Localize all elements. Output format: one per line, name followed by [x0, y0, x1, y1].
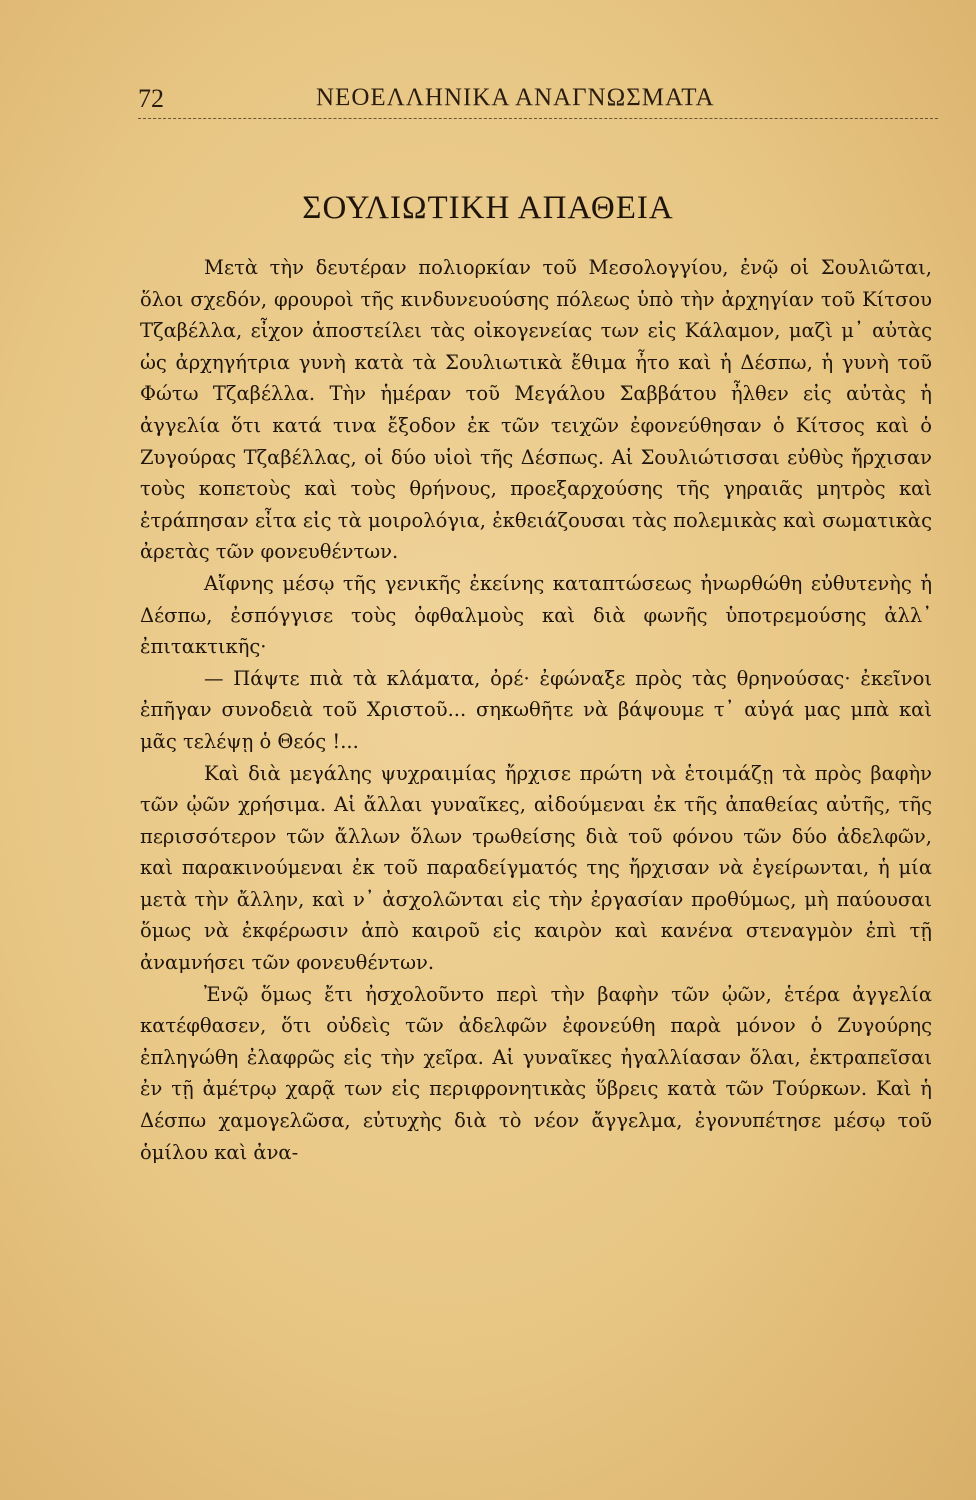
body-text [140, 252, 932, 1168]
dialogue-paragraph: — Πάψτε πιὰ τὰ κλάματα, ὀρέ· ἐφώναξε πρὸς τὰς θρηνούσας· ἐκεῖνοι ἐπῆγαν συνοδειὰ τοῦ Χριστοῦ... σηκωθῆτε νὰ βάψουμε τ᾽ αὐγά μας μπὰ καὶ μᾶς τελέψῃ ὁ Θεός !... [140, 666, 932, 753]
chapter-title: ΣΟΥΛΙΩΤΙΚΗ ΑΠΑΘΕΙΑ [302, 190, 674, 226]
paragraph: Ἐνῷ ὅμως ἔτι ἠσχολοῦντο περὶ τὴν βαφὴν τῶν ᾠῶν, ἑτέρα ἀγγελία κατέφθασεν, ὅτι οὐδεὶς τῶν ἀδελφῶν ἐφονεύθη παρὰ μόνον ὁ Ζυγούρης ἐπληγώθη ἐλαφρῶς εἰς τὴν χεῖρα. Αἱ γυναῖκες ἠγαλλίασαν ὅλαι, ἐκτραπεῖσαι ἐν τῇ ἀμέτρῳ χαρᾷ των εἰς περιφρονητικὰς ὕβρεις κατὰ τῶν Τούρκων. Καὶ ἡ Δέσπω χαμογελῶσα, εὐτυχὴς διὰ τὸ νέον ἄγγελμα, ἐγονυπέτησε μέσῳ τοῦ ὁμίλου καὶ ἀνα- [140, 982, 932, 1164]
running-head [138, 84, 938, 120]
paragraph: Καὶ διὰ μεγάλης ψυχραιμίας ἤρχισε πρώτη νὰ ἑτοιμάζῃ τὰ πρὸς βαφὴν τῶν ᾠῶν χρήσιμα. Αἱ ἄλλαι γυναῖκες, αἰδούμεναι ἐκ τῆς ἀπαθείας αὐτῆς, τῆς περισσότερον τῶν ἄλλων ὅλων τρωθείσης διὰ τοῦ φόνου τῶν δύο ἀδελφῶν, καὶ παρακινούμεναι ἐκ τοῦ παραδείγματός της ἤρχισαν νὰ ἐγείρωνται, ἡ μία μετὰ τὴν ἄλλην, καὶ ν᾽ ἀσχολῶνται εἰς τὴν ἐργασίαν προθύμως, μὴ παύουσαι ὅμως νὰ ἐκφέρωσιν ἀπὸ καιροῦ εἰς καιρὸν καὶ κανένα στεναγμὸν ἐπὶ τῇ ἀναμνήσει τῶν φονευθέντων. [140, 761, 932, 975]
header-rule [138, 118, 938, 119]
page-number: 72 [138, 84, 164, 113]
running-title: ΝΕΟΕΛΛΗΝΙΚΑ ΑΝΑΓΝΩΣΜΑΤΑ [316, 84, 715, 111]
paragraph: Αἴφνης μέσῳ τῆς γενικῆς ἐκείνης καταπτώσεως ἠνωρθώθη εὐθυτενὴς ἡ Δέσπω, ἐσπόγγισε τοὺς ὀφθαλμοὺς καὶ διὰ φωνῆς ὑποτρεμούσης ἀλλ᾽ ἐπιτακτικῆς· [140, 571, 932, 659]
paragraph: Μετὰ τὴν δευτέραν πολιορκίαν τοῦ Μεσολογγίου, ἐνῷ οἱ Σουλιῶται, ὅλοι σχεδόν, φρουροὶ τῆς κινδυνευούσης πόλεως ὑπὸ τὴν ἀρχηγίαν τοῦ Κίτσου Τζαβέλλα, εἶχον ἀποστείλει τὰς οἰκογενείας των εἰς Κάλαμον, μαζὶ μ᾽ αὐτὰς ὡς ἀρχηγήτρια γυνὴ κατὰ τὰ Σουλιωτικὰ ἔθιμα ἦτο καὶ ἡ Δέσπω, ἡ γυνὴ τοῦ Φώτω Τζαβέλλα. Τὴν ἡμέραν τοῦ Μεγάλου Σαββάτου ἦλθεν εἰς αὐτὰς ἡ ἀγγελία ὅτι κατά τινα ἔξοδον ἐκ τῶν τειχῶν ἐφονεύθησαν ὁ Κίτσος καὶ ὁ Ζυγούρας Τζαβέλλας, οἱ δύο υἱοὶ τῆς Δέσπως. Αἱ Σουλιώτισσαι εὐθὺς ἤρχισαν τοὺς κοπετοὺς καὶ τοὺς θρήνους, προεξαρχούσης τῆς γηραιᾶς μητρὸς καὶ ἐτράπησαν εἶτα εἰς τὰ μοιρολόγια, ἐκθειάζουσαι τὰς πολεμικὰς καὶ σωματικὰς ἀρετὰς τῶν φονευθέντων. [140, 256, 932, 564]
